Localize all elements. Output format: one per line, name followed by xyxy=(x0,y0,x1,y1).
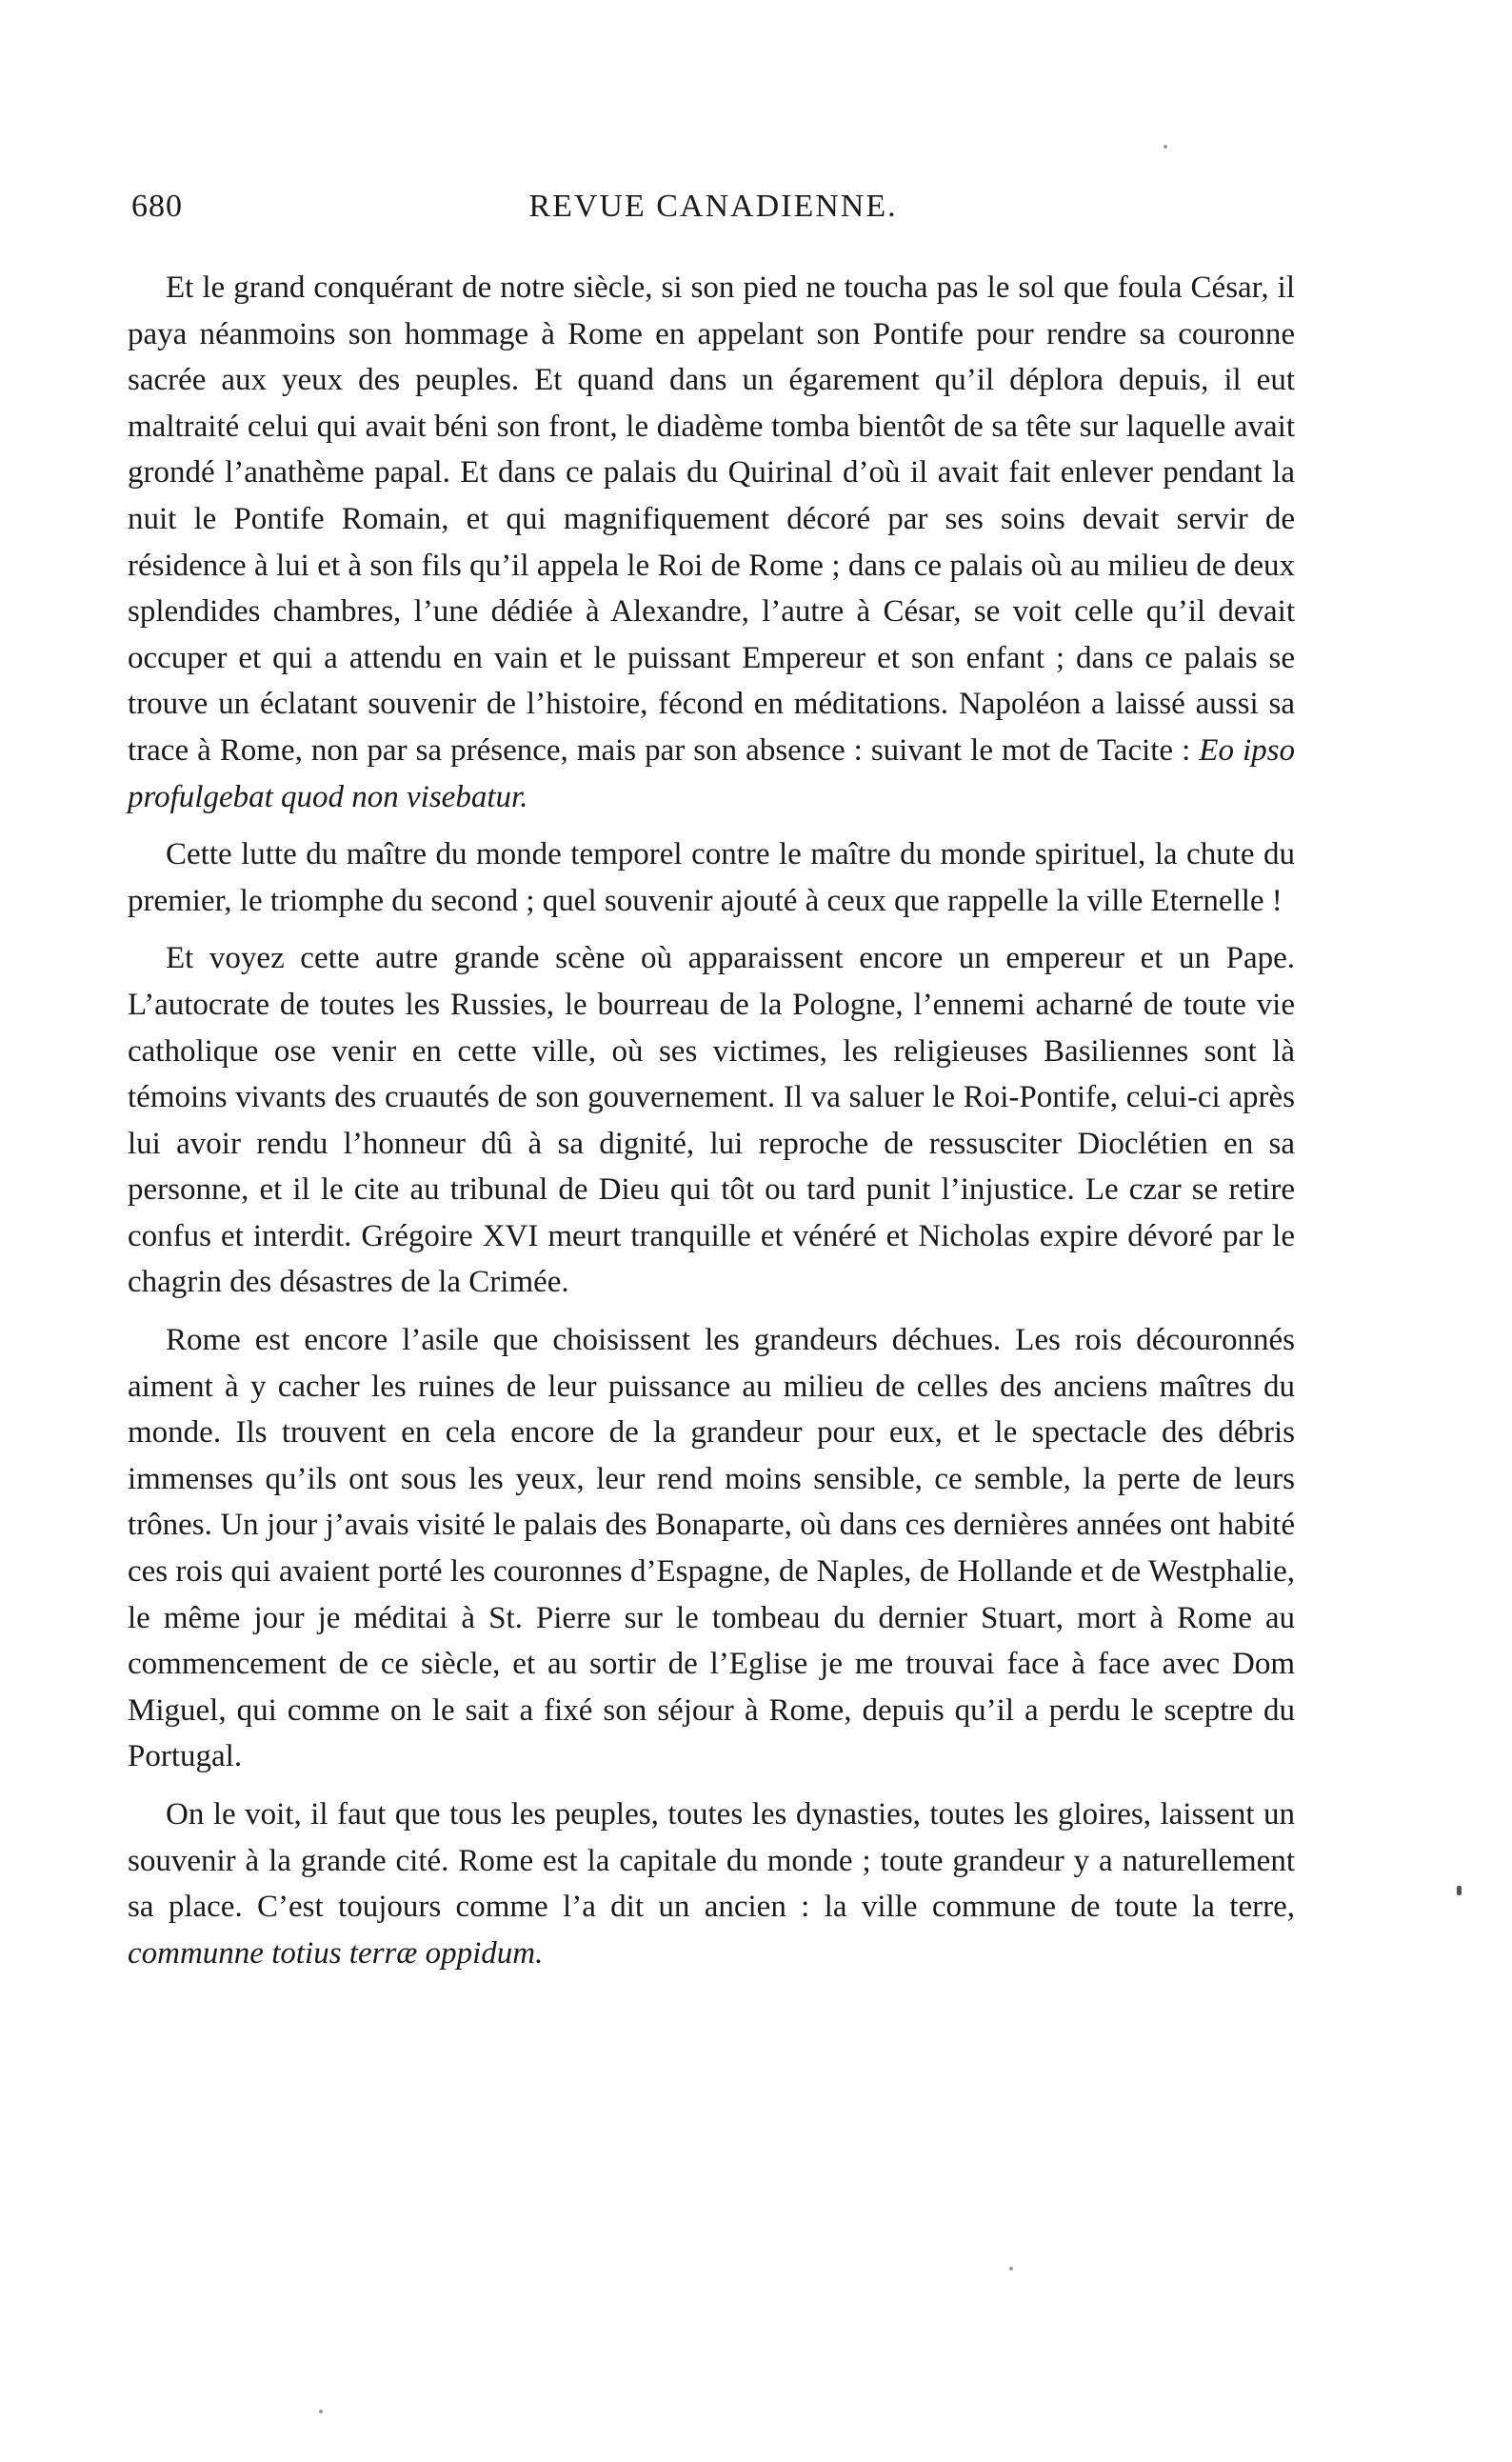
paragraph-fallen-kings xyxy=(128,1317,1295,1780)
paragraph-text: Rome est encore l’asile que choisissent les grandeurs déchues. Les rois découronnés aiment à y cacher les ruines de leur puissance au milieu de celles des anciens maîtres du monde. Ils trouvent en cela encore de la grandeur pour eux, et le spectacle des débris immenses qu’ils ont sous les yeux, leur rend moins sensible, ce semble, la perte de leurs trônes. Un jour j’avais visité le palais des Bonaparte, où dans ces dernières années ont habité ces rois qui avaient porté les couronnes d’Espagne, de Naples, de Hollande et de Westphalie, le même jour je méditai à St. Pierre sur le tombeau du dernier Stuart, mort à Rome au commencement de ce siècle, et au sortir de l’Eglise je me trouvai face à face avec Dom Miguel, qui comme on le sait a fixé son séjour à Rome, depuis qu’il a perdu le sceptre du Portugal. xyxy=(128,1323,1295,1774)
paragraph-text: Cette lutte du maître du monde temporel contre le maître du monde spirituel, la chute du premier, le triomphe du second ; quel souvenir ajouté à ceux que rappelle la ville Eternelle ! xyxy=(128,837,1295,918)
scan-speck xyxy=(319,2410,323,2413)
paragraph-capital-of-world xyxy=(128,1791,1295,1976)
scan-speck xyxy=(1164,145,1167,149)
paragraph-czar-pope xyxy=(128,935,1295,1306)
paragraph-text: Et le grand conquérant de notre siècle, si son pied ne toucha pas le sol que foula César, il paya néanmoins son hommage à Rome en appelant son Pontife pour rendre sa couronne sacrée aux yeux des peuples. Et quand dans un égarement qu’il déplora depuis, il eut maltraité celui qui avait béni son front, le diadème tomba bientôt de sa tête sur laquelle avait grondé l’anathème papal. Et dans ce palais du Quirinal d’où il avait fait enlever pendant la nuit le Pontife Romain, et qui magnifiquement décoré par ses soins devait servir de résidence à lui et à son fils qu’il appela le Roi de Rome ; dans ce palais où au milieu de deux splendides chambres, l’une dédiée à Alexandre, l’autre à César, se voit celle qu’il devait occuper et qui a attendu en vain et le puissant Empereur et son enfant ; dans ce palais se trouve un éclatant souvenir de l’histoire, fécond en méditations. Napoléon a laissé aussi sa trace à Rome, non par sa présence, mais par son absence : suivant le mot de Tacite : xyxy=(128,270,1295,768)
latin-quote-oppidum: communne totius terræ oppidum. xyxy=(128,1935,544,1971)
margin-mark xyxy=(1457,1886,1462,1895)
paragraph-text: On le voit, il faut que tous les peuples, toutes les dynasties, toutes les gloires, laissent un souvenir à la grande cité. Rome est la capitale du monde ; toute grandeur y a naturellement sa place. C’est toujours comme l’a dit un ancien : la ville commune de toute la terre, xyxy=(128,1797,1295,1925)
body-text xyxy=(128,265,1295,1988)
scan-speck xyxy=(1009,2267,1013,2271)
paragraph-temporal-spiritual xyxy=(128,831,1295,924)
paragraph-napoleon xyxy=(128,265,1295,820)
page-number: 680 xyxy=(131,189,183,224)
latin-quote-tacitus: Eo ipso profulgebat quod non visebatur. xyxy=(128,732,1295,814)
running-title: REVUE CANADIENNE. xyxy=(528,189,898,224)
page-header xyxy=(131,189,1295,236)
paragraph-text: Et voyez cette autre grande scène où apparaissent encore un empereur et un Pape. L’autocrate de toutes les Russies, le bourreau de la Pologne, l’ennemi acharné de toute vie catholique ose venir en cette ville, où ses victimes, les religieuses Basiliennes sont là témoins vivants des cruautés de son gouvernement. Il va saluer le Roi-Pontife, celui-ci après lui avoir rendu l’honneur dû à sa dignité, lui reproche de ressusciter Dioclétien en sa personne, et il le cite au tribunal de Dieu qui tôt ou tard punit l’injustice. Le czar se retire confus et interdit. Grégoire XVI meurt tranquille et vénéré et Nicholas expire dévoré par le chagrin des désastres de la Crimée. xyxy=(128,941,1295,1300)
